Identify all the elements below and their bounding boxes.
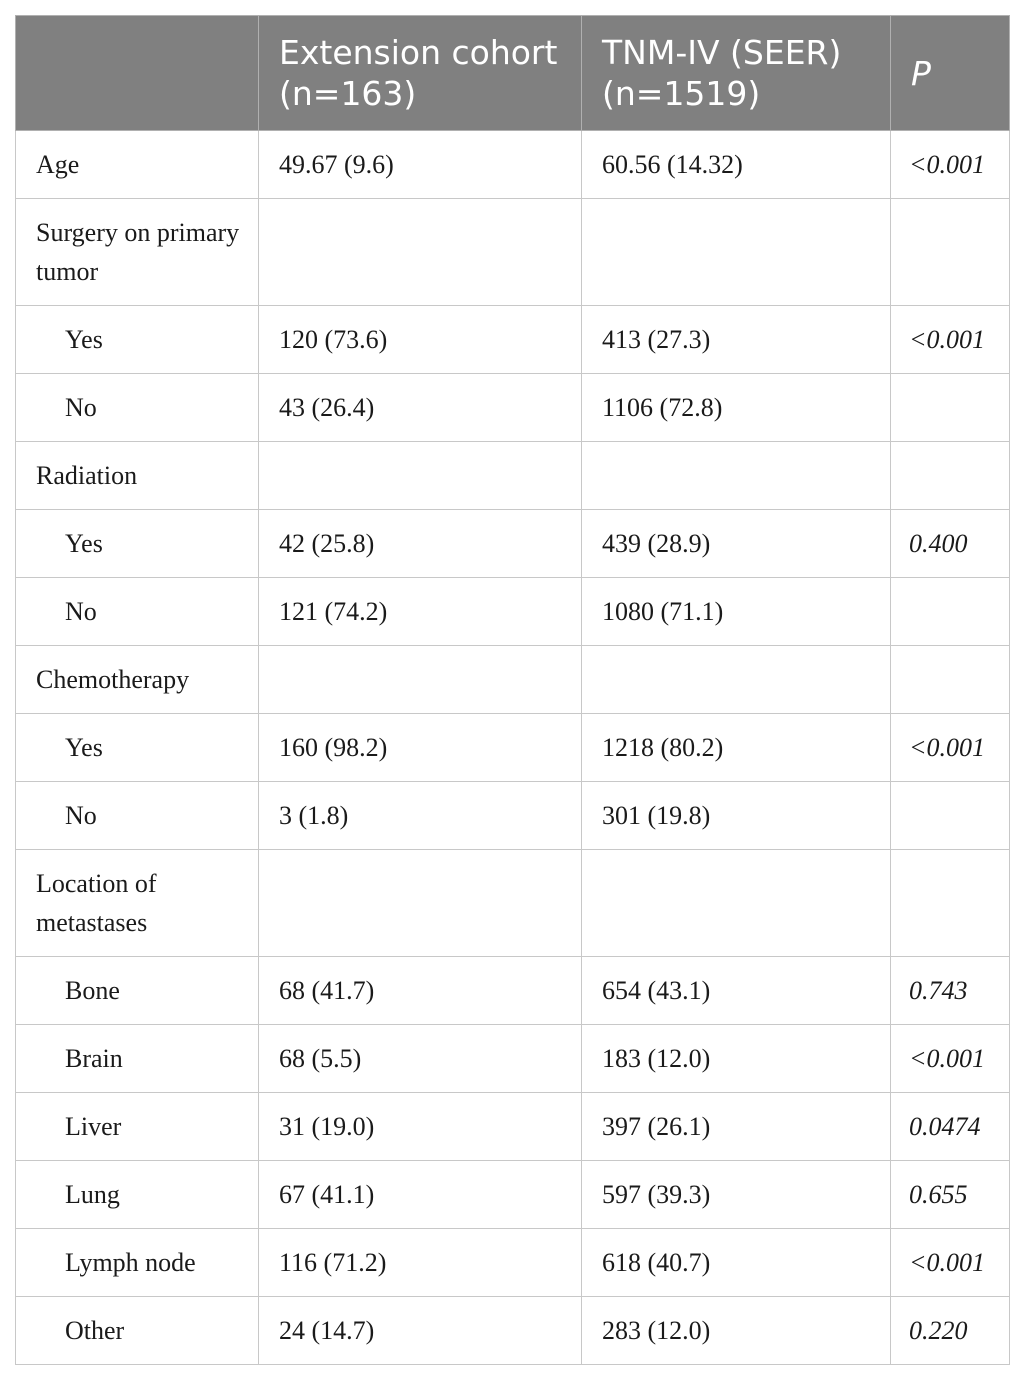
extension-value xyxy=(259,850,582,957)
tnm-value: 1106 (72.8) xyxy=(582,374,891,442)
table-row-chemotherapy-group xyxy=(16,646,1010,714)
table-row-lymph-node xyxy=(16,1229,1010,1297)
extension-value: 68 (41.7) xyxy=(259,957,582,1025)
table-row-liver xyxy=(16,1093,1010,1161)
p-value: <0.001 xyxy=(891,131,1010,199)
p-value: 0.0474 xyxy=(891,1093,1010,1161)
p-value xyxy=(891,850,1010,957)
p-value: 0.655 xyxy=(891,1161,1010,1229)
row-label: No xyxy=(16,782,259,850)
tnm-value: 1218 (80.2) xyxy=(582,714,891,782)
table-row-surgery-group xyxy=(16,199,1010,306)
p-value xyxy=(891,646,1010,714)
tnm-value: 439 (28.9) xyxy=(582,510,891,578)
extension-value: 120 (73.6) xyxy=(259,306,582,374)
table-row-bone xyxy=(16,957,1010,1025)
row-label: Location of metastases xyxy=(16,850,259,957)
table-row-chemotherapy-yes xyxy=(16,714,1010,782)
row-label: Radiation xyxy=(16,442,259,510)
table-row-surgery-yes xyxy=(16,306,1010,374)
row-label: Yes xyxy=(16,714,259,782)
table-header xyxy=(16,16,1010,131)
table-body xyxy=(16,131,1010,1365)
tnm-value: 413 (27.3) xyxy=(582,306,891,374)
tnm-value xyxy=(582,442,891,510)
extension-value: 67 (41.1) xyxy=(259,1161,582,1229)
extension-value: 24 (14.7) xyxy=(259,1297,582,1365)
tnm-value xyxy=(582,646,891,714)
table-row-surgery-no xyxy=(16,374,1010,442)
extension-value xyxy=(259,646,582,714)
table-row-brain xyxy=(16,1025,1010,1093)
header-p-value: P xyxy=(891,16,1010,131)
p-value: <0.001 xyxy=(891,1229,1010,1297)
extension-value: 3 (1.8) xyxy=(259,782,582,850)
row-label: Bone xyxy=(16,957,259,1025)
extension-value: 31 (19.0) xyxy=(259,1093,582,1161)
extension-value xyxy=(259,199,582,306)
tnm-value: 1080 (71.1) xyxy=(582,578,891,646)
extension-value: 68 (5.5) xyxy=(259,1025,582,1093)
tnm-value: 618 (40.7) xyxy=(582,1229,891,1297)
table-row-radiation-yes xyxy=(16,510,1010,578)
p-value: 0.743 xyxy=(891,957,1010,1025)
p-value xyxy=(891,199,1010,306)
header-blank xyxy=(16,16,259,131)
row-label: No xyxy=(16,578,259,646)
tnm-value: 301 (19.8) xyxy=(582,782,891,850)
row-label: Yes xyxy=(16,306,259,374)
p-value: 0.400 xyxy=(891,510,1010,578)
tnm-value: 597 (39.3) xyxy=(582,1161,891,1229)
table-row-metastases-group xyxy=(16,850,1010,957)
tnm-value: 654 (43.1) xyxy=(582,957,891,1025)
row-label: Brain xyxy=(16,1025,259,1093)
table-row-radiation-no xyxy=(16,578,1010,646)
extension-value: 42 (25.8) xyxy=(259,510,582,578)
row-label: Other xyxy=(16,1297,259,1365)
extension-value: 49.67 (9.6) xyxy=(259,131,582,199)
tnm-value: 60.56 (14.32) xyxy=(582,131,891,199)
row-label: Yes xyxy=(16,510,259,578)
p-value xyxy=(891,442,1010,510)
table-row-other xyxy=(16,1297,1010,1365)
row-label: Chemotherapy xyxy=(16,646,259,714)
extension-value: 160 (98.2) xyxy=(259,714,582,782)
tnm-value: 283 (12.0) xyxy=(582,1297,891,1365)
header-row xyxy=(16,16,1010,131)
comparison-table xyxy=(15,15,1010,1365)
p-value: <0.001 xyxy=(891,1025,1010,1093)
p-value xyxy=(891,578,1010,646)
p-value xyxy=(891,374,1010,442)
tnm-value: 397 (26.1) xyxy=(582,1093,891,1161)
table-row-lung xyxy=(16,1161,1010,1229)
extension-value xyxy=(259,442,582,510)
row-label: Liver xyxy=(16,1093,259,1161)
row-label: Age xyxy=(16,131,259,199)
table-row-chemotherapy-no xyxy=(16,782,1010,850)
p-value: <0.001 xyxy=(891,306,1010,374)
table-row-radiation-group xyxy=(16,442,1010,510)
row-label: Lung xyxy=(16,1161,259,1229)
row-label: Surgery on primary tumor xyxy=(16,199,259,306)
p-value xyxy=(891,782,1010,850)
extension-value: 121 (74.2) xyxy=(259,578,582,646)
p-value: <0.001 xyxy=(891,714,1010,782)
header-extension-cohort: Extension cohort (n=163) xyxy=(259,16,582,131)
extension-value: 43 (26.4) xyxy=(259,374,582,442)
p-value: 0.220 xyxy=(891,1297,1010,1365)
tnm-value: 183 (12.0) xyxy=(582,1025,891,1093)
header-tnm-iv-seer: TNM-IV (SEER) (n=1519) xyxy=(582,16,891,131)
table-row-age xyxy=(16,131,1010,199)
tnm-value xyxy=(582,199,891,306)
tnm-value xyxy=(582,850,891,957)
row-label: Lymph node xyxy=(16,1229,259,1297)
extension-value: 116 (71.2) xyxy=(259,1229,582,1297)
row-label: No xyxy=(16,374,259,442)
